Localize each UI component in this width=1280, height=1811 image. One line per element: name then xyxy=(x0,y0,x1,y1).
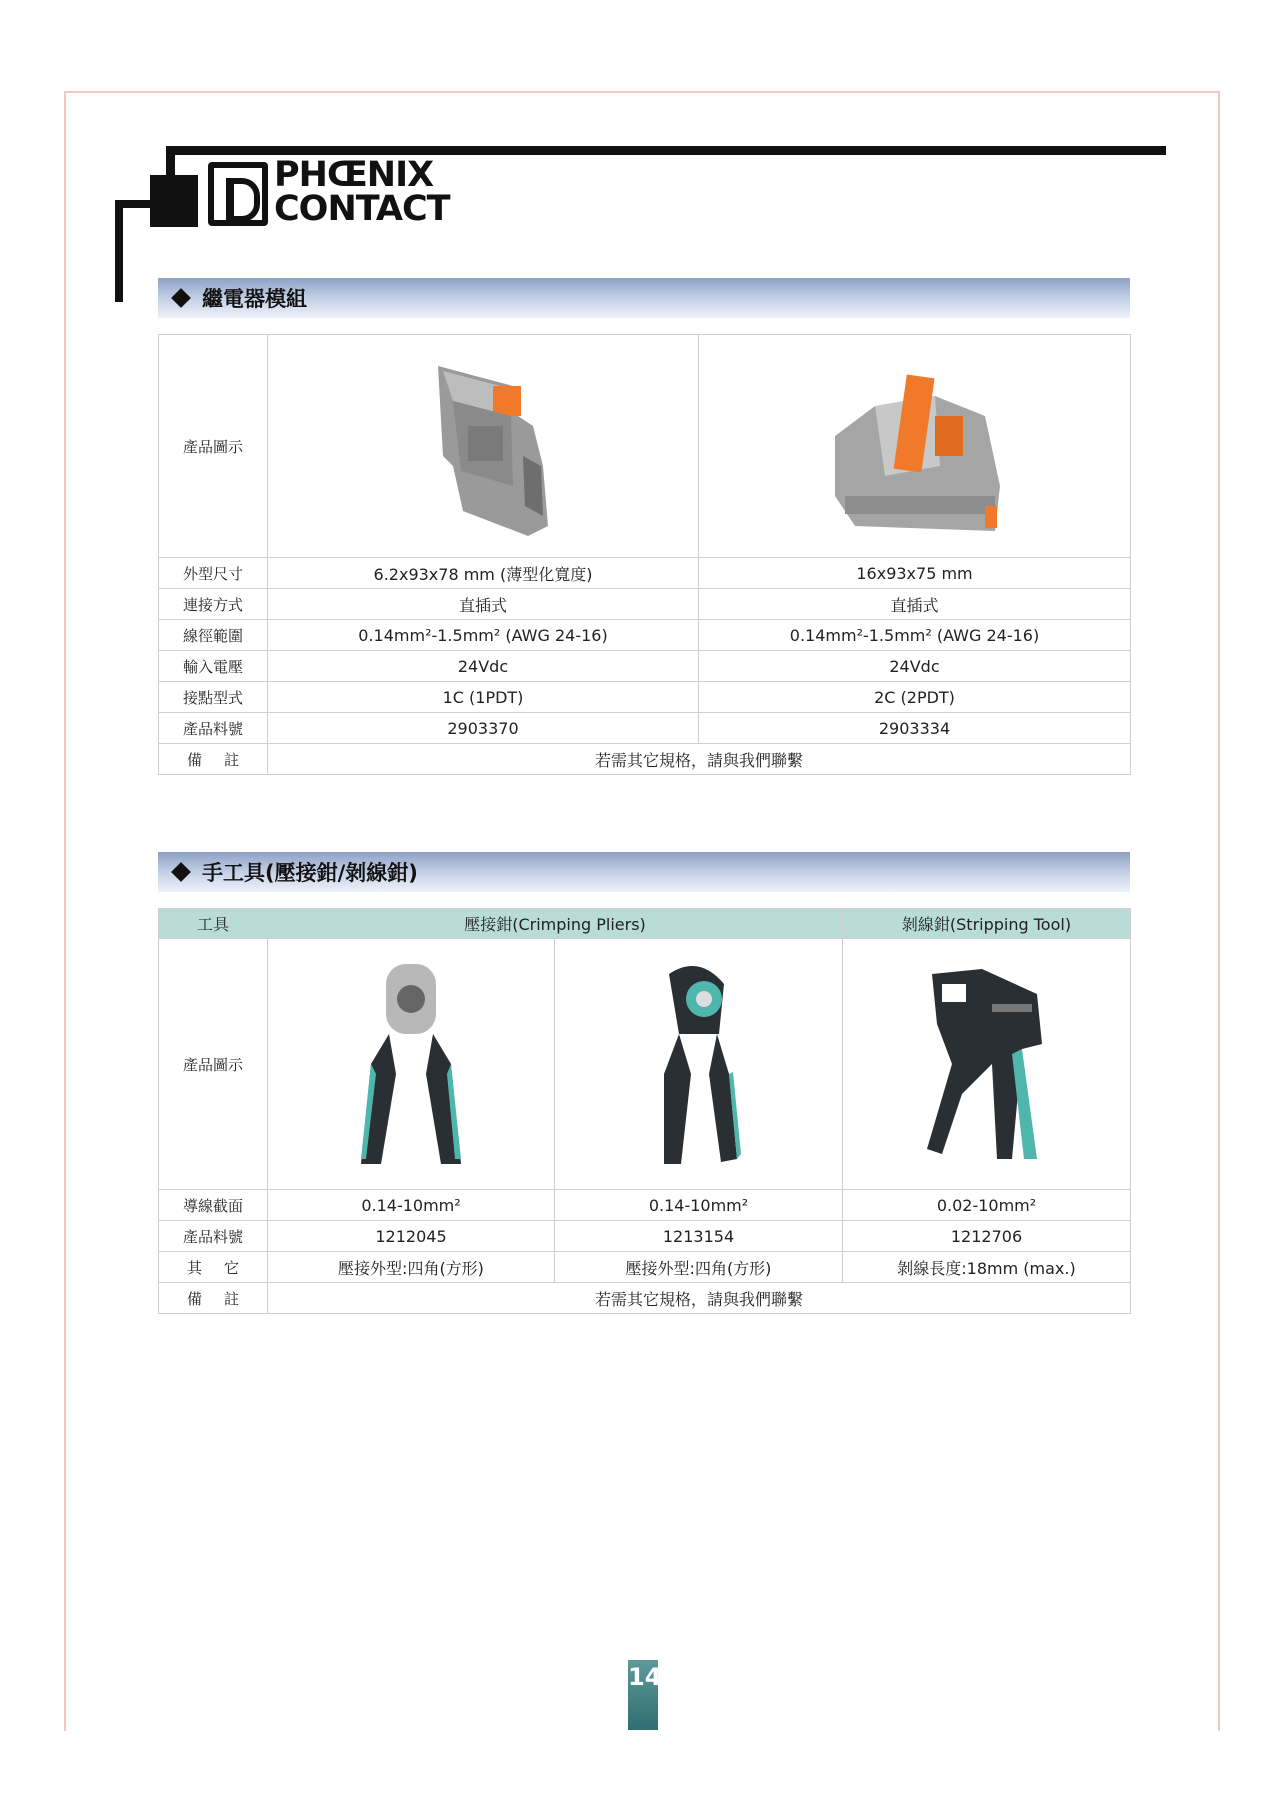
hand-tools-table xyxy=(158,908,1131,1314)
other-2: 壓接外型:四角(方形) xyxy=(555,1252,843,1283)
connection-thin: 直插式 xyxy=(268,589,699,620)
crimp-tool-1-image xyxy=(268,939,555,1190)
wire-range-wide: 0.14mm²-1.5mm² (AWG 24-16) xyxy=(699,620,1131,651)
row-label: 輸入電壓 xyxy=(159,651,268,682)
note-text: 若需其它規格，請與我們聯繫 xyxy=(268,1283,1131,1314)
table-row xyxy=(159,939,1131,1190)
note-text: 若需其它規格，請與我們聯繫 xyxy=(268,744,1131,775)
table-row xyxy=(159,335,1131,558)
section-title-text: 繼電器模組 xyxy=(202,287,307,311)
crimp-tool-2-image xyxy=(555,939,843,1190)
header-rule xyxy=(166,146,1166,155)
section-title-text: 手工具(壓接鉗/剝線鉗) xyxy=(202,861,418,885)
cross-section-1: 0.14-10mm² xyxy=(268,1190,555,1221)
row-label-note: 備註 xyxy=(159,1283,268,1314)
cross-section-3: 0.02-10mm² xyxy=(843,1190,1131,1221)
relay-thin-image xyxy=(268,335,699,558)
row-label: 接點型式 xyxy=(159,682,268,713)
other-1: 壓接外型:四角(方形) xyxy=(268,1252,555,1283)
header-stripping-tool: 剝線鉗(Stripping Tool) xyxy=(843,909,1131,939)
dimension-wide: 16x93x75 mm xyxy=(699,558,1131,589)
relay-module-thin-icon xyxy=(383,346,583,546)
section-title-hand-tools xyxy=(158,852,1130,892)
relay-wide-image xyxy=(699,335,1131,558)
wire-range-thin: 0.14mm²-1.5mm² (AWG 24-16) xyxy=(268,620,699,651)
part-number-3: 1212706 xyxy=(843,1221,1131,1252)
header-rule-drop xyxy=(115,200,123,302)
diamond-bullet-icon xyxy=(171,288,191,308)
table-row xyxy=(159,589,1131,620)
table-row xyxy=(159,620,1131,651)
logo-mark-icon xyxy=(208,162,268,226)
other-3: 剝線長度:18mm (max.) xyxy=(843,1252,1131,1283)
table-row xyxy=(159,744,1131,775)
row-label: 產品圖示 xyxy=(159,939,268,1190)
logo-block xyxy=(150,175,198,227)
input-voltage-thin: 24Vdc xyxy=(268,651,699,682)
row-label: 導線截面 xyxy=(159,1190,268,1221)
relay-spec-table xyxy=(158,334,1131,775)
row-label: 產品料號 xyxy=(159,1221,268,1252)
header-tool: 工具 xyxy=(159,909,268,939)
page-number: 14 xyxy=(628,1660,658,1730)
contact-type-thin: 1C (1PDT) xyxy=(268,682,699,713)
table-row xyxy=(159,682,1131,713)
logo-text xyxy=(274,155,450,229)
logo-line-1: PHŒNIX xyxy=(274,155,434,195)
row-label-note: 備註 xyxy=(159,744,268,775)
crimping-pliers-round-icon xyxy=(629,954,769,1174)
stripping-tool-icon xyxy=(912,954,1062,1174)
table-row xyxy=(159,1283,1131,1314)
relay-module-wide-icon xyxy=(815,346,1015,546)
dimension-thin: 6.2x93x78 mm (薄型化寬度) xyxy=(268,558,699,589)
part-number-1: 1212045 xyxy=(268,1221,555,1252)
row-label: 外型尺寸 xyxy=(159,558,268,589)
crimping-pliers-icon xyxy=(341,954,481,1174)
phoenix-contact-logo xyxy=(208,155,483,230)
row-label: 產品料號 xyxy=(159,713,268,744)
part-number-thin: 2903370 xyxy=(268,713,699,744)
row-label: 連接方式 xyxy=(159,589,268,620)
part-number-wide: 2903334 xyxy=(699,713,1131,744)
table-row xyxy=(159,1221,1131,1252)
connection-wide: 直插式 xyxy=(699,589,1131,620)
stripping-tool-image xyxy=(843,939,1131,1190)
logo-line-2: CONTACT xyxy=(274,189,450,229)
table-row xyxy=(159,651,1131,682)
row-label: 其它 xyxy=(159,1252,268,1283)
table-row xyxy=(159,713,1131,744)
header-crimping-pliers: 壓接鉗(Crimping Pliers) xyxy=(268,909,843,939)
table-header-row xyxy=(159,909,1131,939)
row-label: 產品圖示 xyxy=(159,335,268,558)
table-row xyxy=(159,1252,1131,1283)
diamond-bullet-icon xyxy=(171,862,191,882)
row-label: 線徑範圍 xyxy=(159,620,268,651)
input-voltage-wide: 24Vdc xyxy=(699,651,1131,682)
section-title-relay xyxy=(158,278,1130,318)
cross-section-2: 0.14-10mm² xyxy=(555,1190,843,1221)
table-row xyxy=(159,1190,1131,1221)
table-row xyxy=(159,558,1131,589)
part-number-2: 1213154 xyxy=(555,1221,843,1252)
contact-type-wide: 2C (2PDT) xyxy=(699,682,1131,713)
